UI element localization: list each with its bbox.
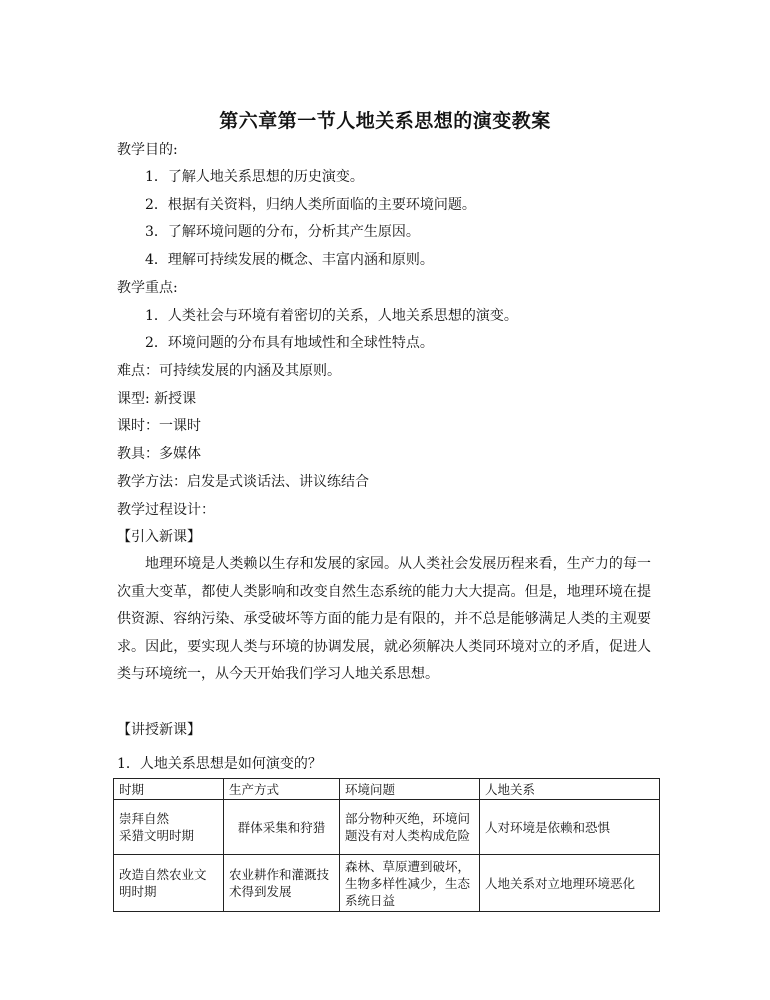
table-cell: 农业耕作和灌溉技术得到发展: [224, 855, 340, 912]
objective-item: 3．了解环境问题的分布，分析其产生原因。: [145, 224, 420, 240]
table-cell: 人对环境是依赖和恐惧: [480, 800, 660, 855]
question-heading: 1．人地关系思想是如何演变的？: [117, 756, 322, 772]
table-header-cell: 人地关系: [480, 779, 660, 800]
table-header-cell: 环境问题: [340, 779, 480, 800]
table-cell: 森林、草原遭到破坏，生物多样性减少，生态系统日益: [340, 855, 480, 912]
table-cell: 人地关系对立地理环境恶化: [480, 855, 660, 912]
process-heading: 教学过程设计：: [117, 502, 215, 518]
objective-item: 4．理解可持续发展的概念、丰富内涵和原则。: [145, 252, 434, 268]
difficulty-line: 难点：可持续发展的内涵及其原则。: [117, 363, 341, 379]
page-title: 第六章第一节人地关系思想的演变教案: [219, 110, 551, 132]
table-cell: 部分物种灭绝，环境问题没有对人类构成危险: [340, 800, 480, 855]
lecture-heading: 【讲授新课】: [117, 722, 201, 738]
table-cell: 崇拜自然 采猎文明时期: [114, 800, 224, 855]
teaching-method-line: 教学方法：启发是式谈话法、讲议练结合: [117, 474, 369, 490]
table-cell: 改造自然农业文明时期: [114, 855, 224, 912]
key-point-item: 1．人类社会与环境有着密切的关系，人地关系思想的演变。: [145, 308, 518, 324]
objective-item: 2．根据有关资料，归纳人类所面临的主要环境问题。: [145, 197, 476, 213]
table-row: [114, 800, 660, 855]
teaching-aids-line: 教具：多媒体: [117, 446, 201, 462]
class-hours-line: 课时：一课时: [117, 418, 201, 434]
objective-item: 1．了解人地关系思想的历史演变。: [145, 169, 364, 185]
objectives-heading: 教学目的:: [117, 142, 178, 158]
lesson-type-line: 课型: 新授课: [117, 391, 197, 407]
intro-paragraph: 地理环境是人类赖以生存和发展的家园。从人类社会发展历程来看，生产力的每一次重大变革，都使人类影响和改变自然生态系统的能力大大提高。但是，地理环境在提供资源、容纳污染、承受破坏等方面的能力是有限的，并不总是能够满足人类的主观要求。因此，要实现人类与环境的协调发展，就必须解决人类同环境对立的矛盾，促进人类与环境统一，从今天开始我们学习人地关系思想。: [117, 556, 651, 683]
intro-heading: 【引入新课】: [117, 529, 201, 545]
table-header-row: [114, 779, 660, 800]
table-cell: 群体采集和狩猎: [224, 800, 340, 855]
key-points-heading: 教学重点:: [117, 280, 178, 296]
key-point-item: 2．环境问题的分布具有地域性和全球性特点。: [145, 335, 434, 351]
table-row: [114, 855, 660, 912]
table-header-cell: 时期: [114, 779, 224, 800]
evolution-table: [113, 778, 660, 912]
table-header-cell: 生产方式: [224, 779, 340, 800]
